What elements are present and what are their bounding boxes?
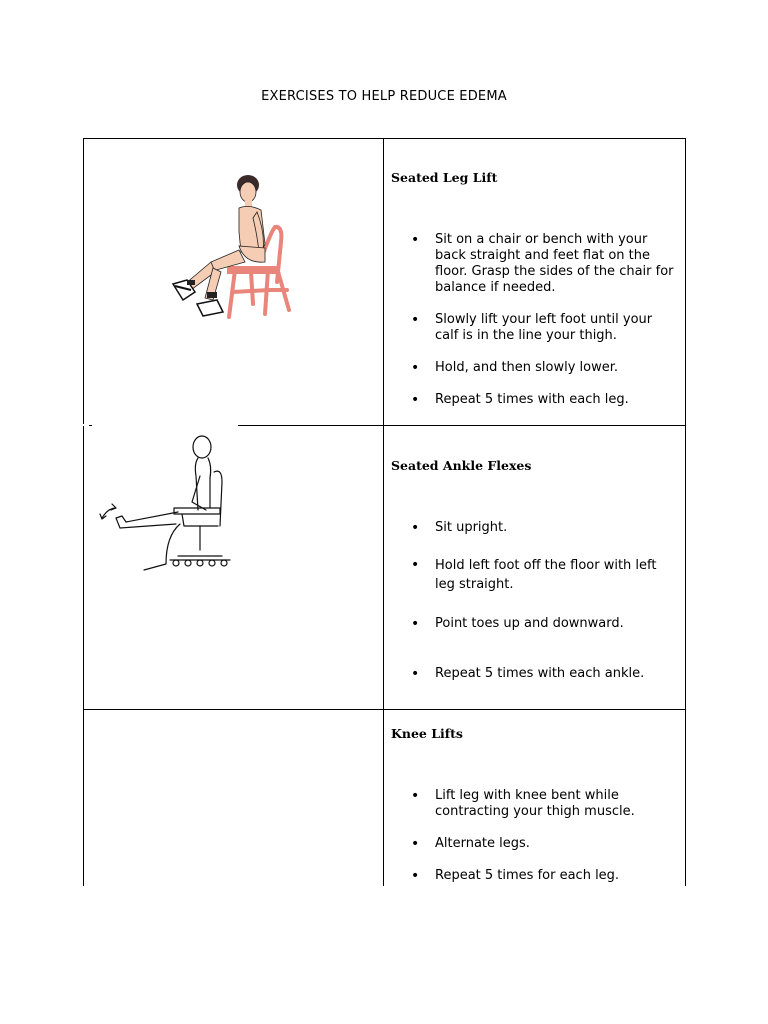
- table-column-divider: [383, 138, 384, 886]
- table-border-right: [685, 138, 686, 886]
- exercise-title: Knee Lifts: [391, 726, 463, 741]
- list-item: • Lift leg with knee bent while contracting your thigh muscle.: [391, 788, 676, 820]
- table-border-left: [83, 426, 84, 886]
- exercise-title: Seated Ankle Flexes: [391, 458, 532, 473]
- exercise-title: Seated Leg Lift: [391, 170, 498, 185]
- table-border-top: [83, 138, 686, 139]
- list-item: • Hold, and then slowly lower.: [391, 360, 676, 376]
- exercise-steps: [391, 232, 676, 408]
- exercise-steps: [391, 520, 676, 682]
- figure-seated-ankle-flex-icon: [96, 432, 236, 577]
- table-row-divider: [238, 425, 686, 426]
- list-item: • Repeat 5 times for each leg.: [391, 868, 676, 884]
- list-item: • Sit on a chair or bench with your back straight and feet flat on the floor. Grasp the sides of the chair for balance if needed.: [391, 232, 676, 296]
- list-item: • Slowly lift your left foot until your calf is in the line your thigh.: [391, 312, 676, 344]
- list-item: • Alternate legs.: [391, 836, 676, 852]
- list-item: • Point toes up and downward.: [391, 616, 676, 632]
- list-item: • Sit upright.: [391, 520, 676, 536]
- woman-seated-leg-lift-icon: [165, 172, 300, 322]
- document-title: EXERCISES TO HELP REDUCE EDEMA: [261, 89, 507, 104]
- table-row-divider: [89, 425, 92, 426]
- list-item: • Hold left foot off the floor with left leg straight.: [391, 556, 676, 594]
- table-border-left: [83, 138, 84, 424]
- list-item: • Repeat 5 times with each ankle.: [391, 666, 676, 682]
- list-item: • Repeat 5 times with each leg.: [391, 392, 676, 408]
- table-row-divider: [83, 709, 686, 710]
- exercise-steps: [391, 788, 676, 884]
